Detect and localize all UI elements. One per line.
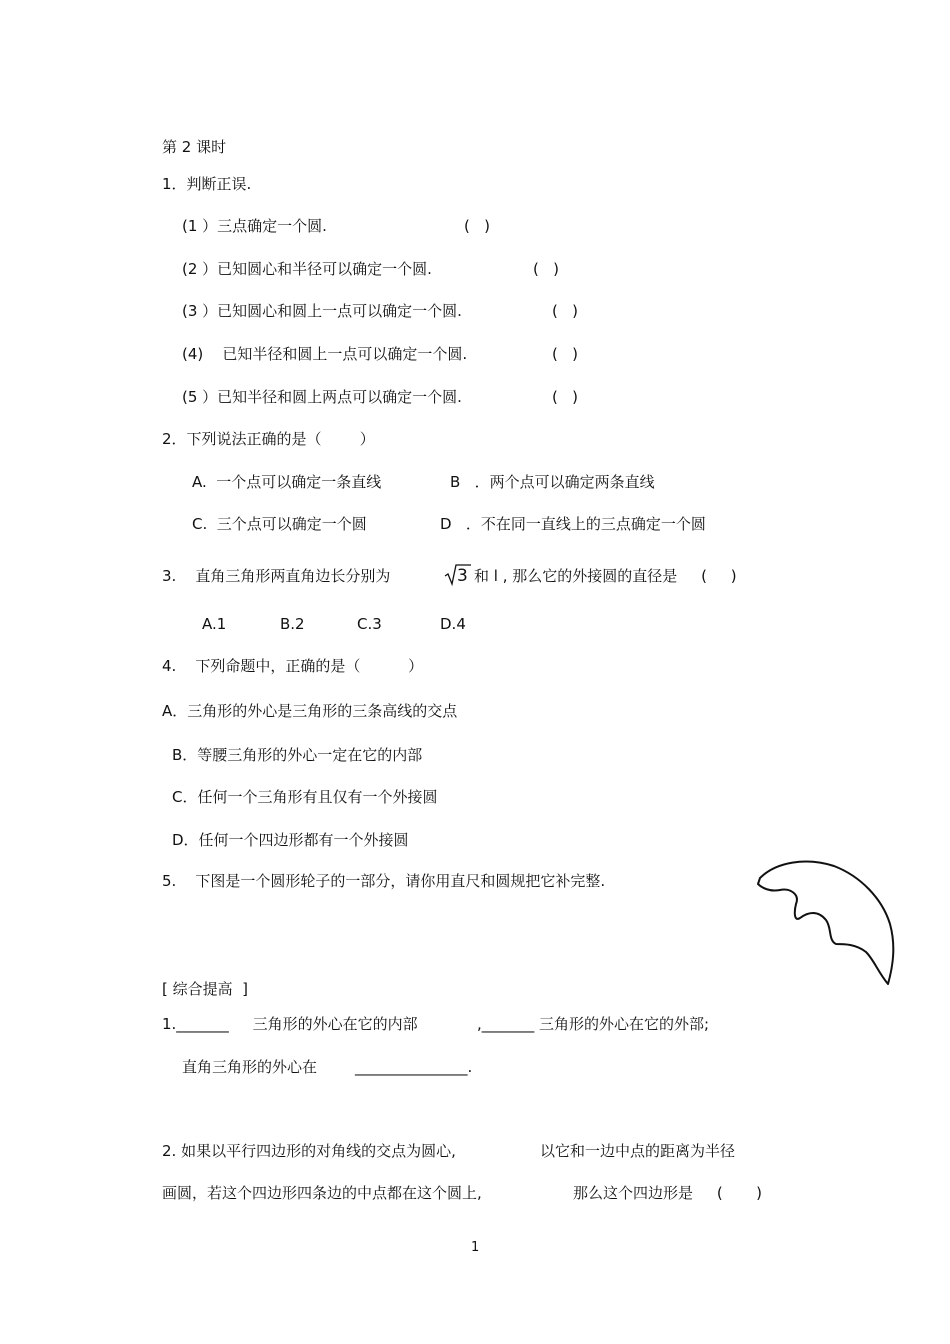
- question-2-stem: 2．下列说法正确的是（ ）: [162, 430, 375, 448]
- extension-1-line-1b: ,_______ 三角形的外心在它的外部;: [477, 1015, 710, 1033]
- question-1-stem: 1．判断正误.: [162, 175, 252, 193]
- extension-2-line-2b: 那么这个四边形是 ( ): [573, 1184, 762, 1202]
- question-1-item-4: (4) 已知半径和圆上一点可以确定一个圆.: [182, 345, 468, 363]
- wheel-fragment-figure: [748, 852, 900, 988]
- extension-2-line-2a: 画圆，若这个四边形四条边的中点都在这个圆上,: [162, 1184, 482, 1202]
- question-2-option-c: C. 三个点可以确定一个圆: [192, 515, 367, 533]
- question-3-stem-after: 和 l , 那么它的外接圆的直径是 ( ): [474, 567, 737, 585]
- extension-1-line-2a: 直角三角形的外心在: [182, 1058, 318, 1076]
- extension-1-line-2b: _______________.: [355, 1058, 473, 1076]
- question-3-option-c: C.3: [357, 615, 382, 633]
- question-1-item-1-bracket: ( ): [464, 217, 491, 235]
- lesson-title: 第 2 课时: [162, 138, 227, 156]
- question-1-item-1: (1 ）三点确定一个圆.: [182, 217, 327, 235]
- question-3-stem-before: 3. 直角三角形两直角边长分别为: [162, 567, 391, 585]
- question-3-option-b: B.2: [280, 615, 305, 633]
- question-2-option-a: A. 一个点可以确定一条直线: [192, 473, 382, 491]
- question-4-option-d: D．任何一个四边形都有一个外接圆: [172, 831, 409, 849]
- question-4-option-b: B．等腰三角形的外心一定在它的内部: [172, 746, 423, 764]
- question-1-item-4-bracket: ( ): [552, 345, 579, 363]
- question-1-item-5: (5 ）已知半径和圆上两点可以确定一个圆.: [182, 388, 462, 406]
- sqrt-expression: [444, 563, 472, 587]
- extension-1-line-1a: 1._______ 三角形的外心在它的内部: [162, 1015, 418, 1033]
- question-3-option-a: A.1: [202, 615, 227, 633]
- question-1-item-5-bracket: ( ): [552, 388, 579, 406]
- question-1-item-3-bracket: ( ): [552, 302, 579, 320]
- question-1-item-2: (2 ）已知圆心和半径可以确定一个圆.: [182, 260, 432, 278]
- question-1-item-2-bracket: ( ): [533, 260, 560, 278]
- question-2-option-d: D ．不在同一直线上的三点确定一个圆: [440, 515, 706, 533]
- section-title: [ 综合提高 ]: [162, 980, 249, 998]
- question-2-option-b: B ．两个点可以确定两条直线: [450, 473, 655, 491]
- sqrt-radicand: 3: [457, 566, 468, 586]
- question-1-item-3: (3 ）已知圆心和圆上一点可以确定一个圆.: [182, 302, 462, 320]
- question-3-option-d: D.4: [440, 615, 466, 633]
- question-4-option-c: C．任何一个三角形有且仅有一个外接圆: [172, 788, 438, 806]
- question-4-option-a: A．三角形的外心是三角形的三条高线的交点: [162, 702, 458, 720]
- page-number: 1: [471, 1240, 480, 1255]
- question-4-stem: 4. 下列命题中，正确的是（ ）: [162, 657, 424, 675]
- question-5-stem: 5. 下图是一个圆形轮子的一部分，请你用直尺和圆规把它补完整.: [162, 872, 606, 890]
- extension-2-line-1a: 2. 如果以平行四边形的对角线的交点为圆心,: [162, 1142, 456, 1160]
- extension-2-line-1b: 以它和一边中点的距离为半径: [540, 1142, 736, 1160]
